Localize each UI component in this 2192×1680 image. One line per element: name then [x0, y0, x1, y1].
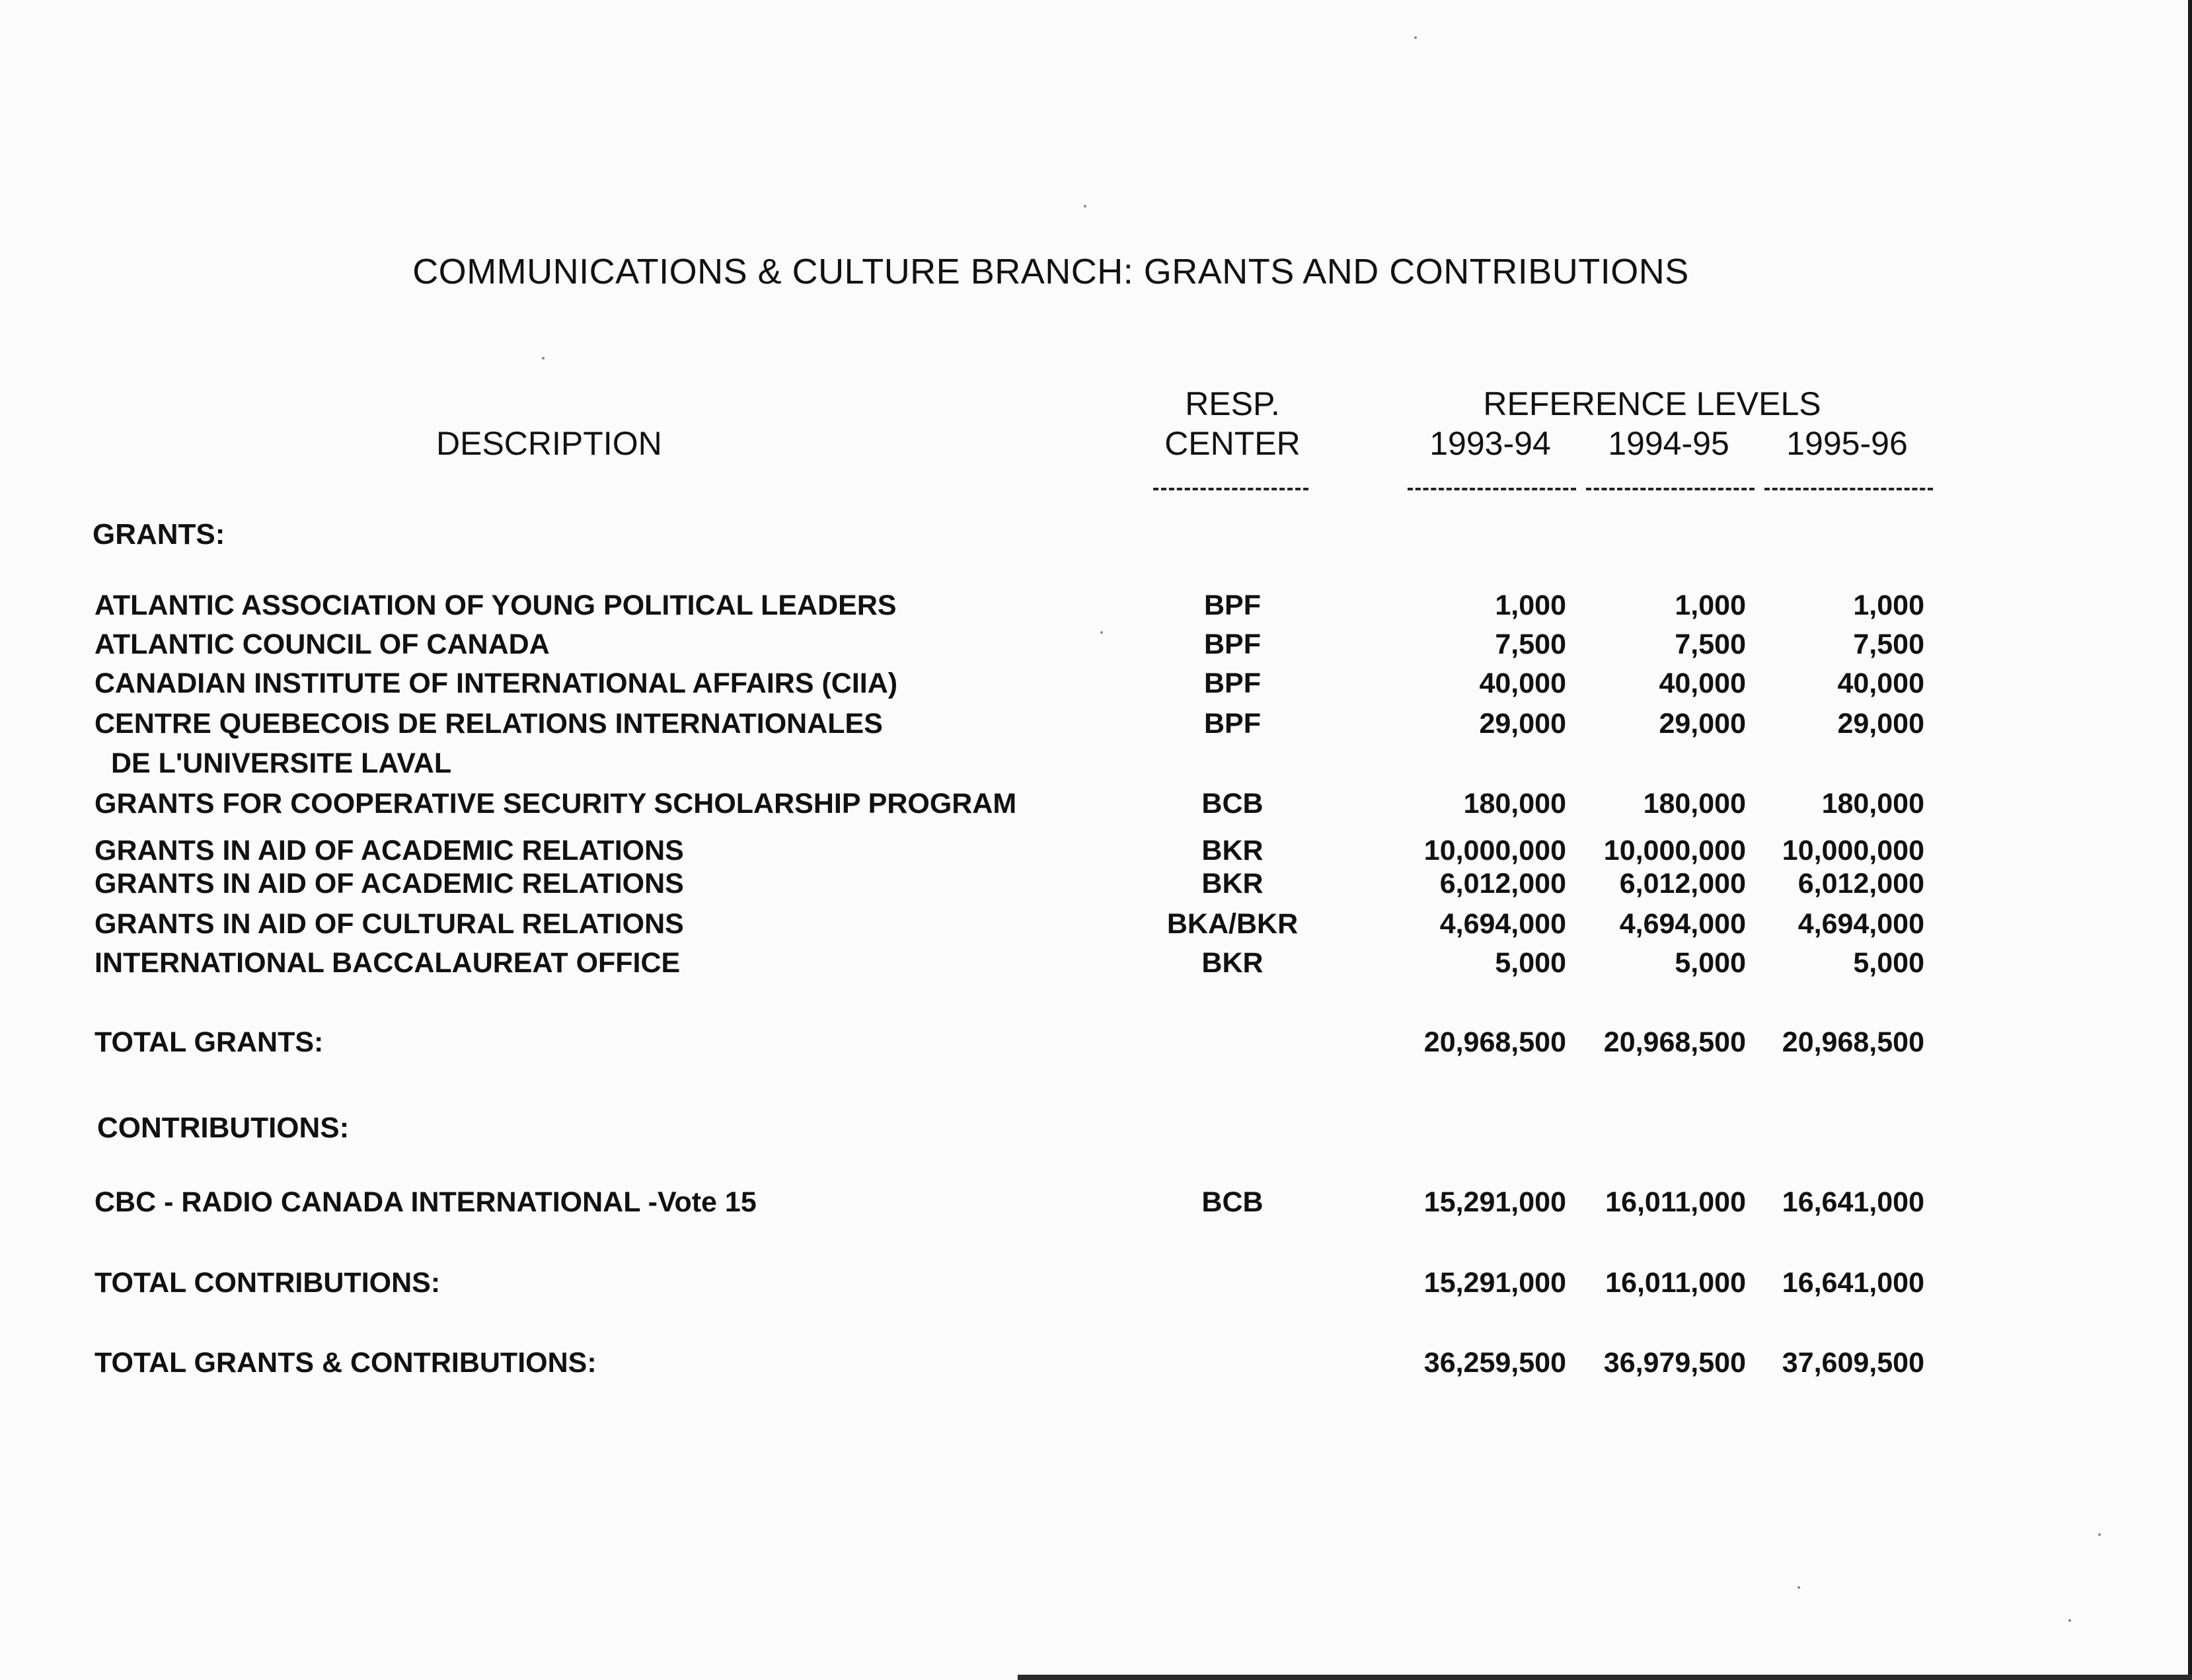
row-resp-center: BPF: [1204, 629, 1261, 660]
row-value-1993-94: 4,694,000: [1439, 908, 1566, 940]
header-rule-year-1: [1408, 488, 1576, 490]
row-resp-center: BPF: [1204, 590, 1261, 621]
row-value-1995-96: 4,694,000: [1797, 908, 1924, 940]
row-value-1994-95: 7,500: [1675, 629, 1746, 660]
row-description: CANADIAN INSTITUTE OF INTERNATIONAL AFFAIRS (CIIA): [94, 668, 898, 699]
row-value-1995-96: 7,500: [1853, 629, 1924, 660]
row-description: CENTRE QUEBECOIS DE RELATIONS INTERNATIONALES: [94, 708, 883, 740]
total-grants-1994-95: 20,968,500: [1603, 1026, 1746, 1058]
row-value-1995-96: 6,012,000: [1797, 868, 1924, 899]
row-description: CBC - RADIO CANADA INTERNATIONAL -Vote 15: [94, 1186, 757, 1218]
scan-speck: [2098, 1533, 2101, 1536]
table-row: [0, 908, 2192, 948]
table-row: [0, 590, 2192, 629]
scan-speck: [2068, 1619, 2071, 1622]
table-row: [0, 629, 2192, 668]
header-year-1: 1993-94: [1429, 425, 1551, 462]
row-value-1993-94: 6,012,000: [1439, 868, 1566, 899]
row-value-1994-95: 40,000: [1659, 668, 1746, 699]
row-description: GRANTS FOR COOPERATIVE SECURITY SCHOLARSHIP PROGRAM: [94, 788, 1017, 820]
row-value-1994-95: 180,000: [1643, 788, 1746, 820]
row-value-1993-94: 15,291,000: [1423, 1186, 1566, 1218]
table-row: [0, 868, 2192, 907]
row-description: GRANTS IN AID OF ACADEMIC RELATIONS: [94, 868, 684, 899]
total-contributions-1993-94: 15,291,000: [1423, 1267, 1566, 1299]
row-value-1994-95: 6,012,000: [1619, 868, 1746, 899]
contributions-section-label: CONTRIBUTIONS:: [97, 1112, 350, 1144]
row-value-1995-96: 5,000: [1853, 947, 1924, 979]
row-description-continuation: DE L'UNIVERSITE LAVAL: [111, 747, 452, 779]
total-all-1995-96: 37,609,500: [1782, 1347, 1924, 1379]
total-contributions-row: [0, 1267, 2192, 1307]
row-value-1994-95: 5,000: [1675, 947, 1746, 979]
total-all-row: [0, 1347, 2192, 1387]
scan-speck: [1100, 631, 1103, 634]
table-row: [0, 708, 2192, 747]
row-value-1993-94: 180,000: [1463, 788, 1566, 820]
scan-speck: [542, 357, 545, 360]
row-description: INTERNATIONAL BACCALAUREAT OFFICE: [94, 947, 681, 979]
row-value-1993-94: 5,000: [1495, 947, 1566, 979]
row-value-1993-94: 10,000,000: [1423, 835, 1566, 866]
header-year-3: 1995-96: [1786, 425, 1908, 462]
table-row: [0, 668, 2192, 707]
row-value-1994-95: 10,000,000: [1603, 835, 1746, 866]
row-description: ATLANTIC ASSOCIATION OF YOUNG POLITICAL LEADERS: [94, 590, 897, 621]
row-resp-center: BKR: [1201, 835, 1264, 866]
table-row: [0, 788, 2192, 827]
row-resp-center: BKR: [1201, 947, 1264, 979]
row-value-1995-96: 40,000: [1837, 668, 1924, 699]
header-reference-levels: REFERENCE LEVELS: [1483, 385, 1821, 422]
total-grants-1993-94: 20,968,500: [1423, 1026, 1566, 1058]
row-resp-center: BCB: [1201, 788, 1264, 820]
row-description: ATLANTIC COUNCIL OF CANADA: [94, 629, 550, 660]
row-resp-center: BKR: [1201, 868, 1264, 899]
scan-edge-right: [2188, 0, 2192, 1680]
row-value-1994-95: 29,000: [1659, 708, 1746, 740]
total-all-1993-94: 36,259,500: [1423, 1347, 1566, 1379]
row-value-1993-94: 40,000: [1479, 668, 1566, 699]
total-grants-row: [0, 1026, 2192, 1066]
row-value-1995-96: 180,000: [1821, 788, 1924, 820]
table-row-continuation: [0, 747, 2192, 787]
header-description: DESCRIPTION: [436, 425, 662, 462]
row-description: GRANTS IN AID OF CULTURAL RELATIONS: [94, 908, 684, 940]
header-rule-year-2: [1586, 488, 1755, 490]
row-value-1993-94: 7,500: [1495, 629, 1566, 660]
total-contributions-1994-95: 16,011,000: [1605, 1267, 1746, 1299]
row-resp-center: BCB: [1201, 1186, 1264, 1218]
row-resp-center: BKA/BKR: [1166, 908, 1299, 940]
grants-section-label: GRANTS:: [93, 518, 225, 551]
header-resp-line2: CENTER: [1164, 425, 1301, 462]
table-row: [0, 1186, 2192, 1226]
row-value-1994-95: 4,694,000: [1619, 908, 1746, 940]
scan-speck: [1797, 1586, 1800, 1589]
header-rule-resp: [1153, 488, 1308, 490]
row-resp-center: BPF: [1204, 708, 1261, 740]
total-all-label: TOTAL GRANTS & CONTRIBUTIONS:: [94, 1347, 597, 1379]
table-row: [0, 947, 2192, 987]
scan-edge-bottom: [1018, 1675, 2192, 1680]
row-value-1994-95: 1,000: [1675, 590, 1746, 621]
scan-speck: [1084, 205, 1086, 208]
header-resp-line1: RESP.: [1185, 385, 1280, 422]
scan-speck: [1414, 36, 1417, 39]
header-year-2: 1994-95: [1608, 425, 1729, 462]
row-value-1995-96: 29,000: [1837, 708, 1924, 740]
total-grants-1995-96: 20,968,500: [1782, 1026, 1924, 1058]
page-title: COMMUNICATIONS & CULTURE BRANCH: GRANTS AND CONTRIBUTIONS: [412, 252, 1689, 291]
row-value-1994-95: 16,011,000: [1605, 1186, 1746, 1218]
row-value-1993-94: 1,000: [1495, 590, 1566, 621]
row-resp-center: BPF: [1204, 668, 1261, 699]
total-contributions-label: TOTAL CONTRIBUTIONS:: [94, 1267, 441, 1299]
row-description: GRANTS IN AID OF ACADEMIC RELATIONS: [94, 835, 684, 866]
total-grants-label: TOTAL GRANTS:: [94, 1026, 324, 1058]
header-rule-year-3: [1764, 488, 1933, 490]
row-value-1995-96: 16,641,000: [1782, 1186, 1924, 1218]
row-value-1993-94: 29,000: [1479, 708, 1566, 740]
total-all-1994-95: 36,979,500: [1603, 1347, 1746, 1379]
row-value-1995-96: 1,000: [1853, 590, 1924, 621]
row-value-1995-96: 10,000,000: [1782, 835, 1924, 866]
total-contributions-1995-96: 16,641,000: [1782, 1267, 1924, 1299]
